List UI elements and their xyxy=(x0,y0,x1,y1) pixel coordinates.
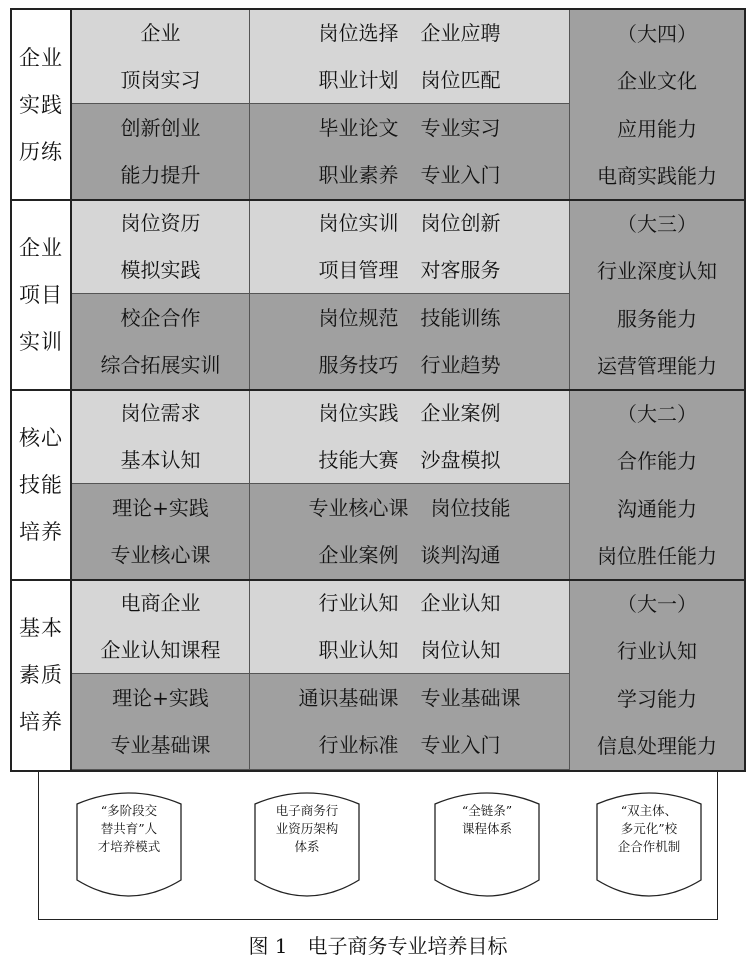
ability-line: 行业认知 xyxy=(617,639,697,664)
stage-label-line: 培养 xyxy=(19,519,63,544)
module-cell xyxy=(72,390,250,484)
stage-label-line: 实训 xyxy=(19,329,63,354)
band-divider xyxy=(12,579,744,581)
stage-band xyxy=(12,580,744,770)
cell-line: 企业 xyxy=(140,21,181,46)
cell-line: 理论+实践 xyxy=(112,685,209,710)
cell-item: 企业应聘 xyxy=(420,21,501,46)
cell-item: 岗位技能 xyxy=(430,495,511,520)
figure-caption: 图 1 电子商务专业培养目标 xyxy=(248,934,508,958)
module-cell xyxy=(72,484,250,580)
pillar-label xyxy=(603,802,695,856)
cell-item: 企业认知 xyxy=(420,591,501,616)
band-divider xyxy=(12,199,744,201)
cell-line: 顶岗实习 xyxy=(120,67,201,92)
cell-line: 岗位需求 xyxy=(120,401,201,426)
content-cell xyxy=(250,674,570,770)
cell-item: 职业认知 xyxy=(318,637,399,662)
pillar-shape xyxy=(433,782,541,904)
cell-item: 专业入门 xyxy=(420,733,501,758)
cell-line: 创新创业 xyxy=(120,115,201,140)
pillar-label xyxy=(83,802,175,856)
stage-label-line: 核心 xyxy=(19,425,63,450)
cell-line: 模拟实践 xyxy=(120,257,201,282)
stage-label xyxy=(12,200,72,390)
stage-label-line: 企业 xyxy=(19,235,63,260)
stage-band xyxy=(12,200,744,390)
pillar-label-line: 多元化”校 xyxy=(620,821,678,836)
cell-item: 服务技巧 xyxy=(318,353,399,378)
pillars-box xyxy=(38,772,718,920)
cell-item: 行业标准 xyxy=(318,733,399,758)
cell-line-pair xyxy=(319,58,501,102)
cell-line-pair xyxy=(309,486,511,530)
cell-line: 基本认知 xyxy=(120,447,201,472)
cell-line: 专业核心课 xyxy=(110,543,211,568)
cell-line-pair xyxy=(319,438,501,482)
cell-line-pair xyxy=(319,296,501,340)
content-cell xyxy=(250,10,570,104)
ability-line: （大二） xyxy=(617,401,697,426)
ability-line: 沟通能力 xyxy=(617,496,697,521)
module-cell xyxy=(72,580,250,674)
cell-item: 专业实习 xyxy=(420,115,501,140)
module-cell xyxy=(72,10,250,104)
cell-item: 企业案例 xyxy=(318,543,399,568)
cell-item: 项目管理 xyxy=(318,257,399,282)
cell-item: 岗位创新 xyxy=(420,211,501,236)
cell-item: 岗位规范 xyxy=(318,305,399,330)
stage-label-line: 基本 xyxy=(19,615,63,640)
pillar-label-line: 企合作机制 xyxy=(617,839,681,854)
stage-label xyxy=(12,390,72,580)
content-cell xyxy=(250,580,570,674)
cell-line: 能力提升 xyxy=(120,163,201,188)
stage-label-text xyxy=(19,415,63,556)
cell-line-pair xyxy=(319,343,501,387)
cell-item: 岗位实践 xyxy=(318,401,399,426)
pillar-label-line: “多阶段交 xyxy=(100,803,158,818)
content-cell xyxy=(250,484,570,580)
cell-line-pair xyxy=(319,11,501,55)
cell-line: 理论+实践 xyxy=(112,495,209,520)
content-cell xyxy=(250,294,570,390)
cell-line: 专业基础课 xyxy=(110,733,211,758)
pillar-label-line: 替共育”人 xyxy=(100,821,158,836)
module-cell xyxy=(72,294,250,390)
cell-item: 企业案例 xyxy=(420,401,501,426)
cell-item: 行业认知 xyxy=(318,591,399,616)
cell-line-pair xyxy=(319,533,501,577)
stage-label-line: 项目 xyxy=(19,282,63,307)
cell-item: 沙盘模拟 xyxy=(420,447,501,472)
content-cell xyxy=(250,200,570,294)
cell-item: 岗位选择 xyxy=(318,21,399,46)
ability-line: 岗位胜任能力 xyxy=(597,544,717,569)
cell-item: 行业趋势 xyxy=(420,353,501,378)
content-cell xyxy=(250,390,570,484)
pillar-label-line: “双主体、 xyxy=(620,803,678,818)
pillar-label-line: 业资历架构 xyxy=(275,821,339,836)
cell-item: 谈判沟通 xyxy=(420,543,501,568)
cell-item: 职业素养 xyxy=(318,163,399,188)
cell-line: 综合拓展实训 xyxy=(100,353,221,378)
pillar-label xyxy=(441,802,533,838)
ability-line: 学习能力 xyxy=(617,686,697,711)
cell-line-pair xyxy=(319,628,501,672)
module-cell xyxy=(72,200,250,294)
cell-line: 校企合作 xyxy=(120,305,201,330)
ability-line: 行业深度认知 xyxy=(597,259,717,284)
stage-label-line: 技能 xyxy=(19,472,63,497)
cell-line: 岗位资历 xyxy=(120,211,201,236)
cell-line: 电商企业 xyxy=(120,591,201,616)
stage-label-text xyxy=(19,225,63,366)
cell-item: 通识基础课 xyxy=(298,685,399,710)
cell-line-pair xyxy=(319,391,501,435)
ability-line: 电商实践能力 xyxy=(597,164,717,189)
ability-line: 运营管理能力 xyxy=(597,354,717,379)
module-cell xyxy=(72,104,250,200)
cell-item: 技能训练 xyxy=(420,305,501,330)
cell-item: 岗位认知 xyxy=(420,637,501,662)
cell-line-pair xyxy=(319,153,501,197)
ability-line: （大四） xyxy=(617,21,697,46)
ability-line: （大三） xyxy=(617,211,697,236)
ability-cell xyxy=(570,10,744,200)
pillar-label-line: 才培养模式 xyxy=(97,839,161,854)
stage-label-line: 素质 xyxy=(19,662,63,687)
cell-item: 毕业论文 xyxy=(318,115,399,140)
pillar-label xyxy=(261,802,353,856)
cell-line-pair xyxy=(319,581,501,625)
cell-line: 企业认知课程 xyxy=(100,637,221,662)
ability-line: 应用能力 xyxy=(617,116,697,141)
cell-item: 对客服务 xyxy=(420,257,501,282)
cell-item: 专业基础课 xyxy=(420,685,521,710)
cell-item: 专业入门 xyxy=(420,163,501,188)
cell-line-pair xyxy=(319,201,501,245)
cell-item: 岗位实训 xyxy=(318,211,399,236)
cell-line-pair xyxy=(319,248,501,292)
stage-band xyxy=(12,10,744,200)
pillar-label-line: 体系 xyxy=(294,839,320,854)
stage-label-line: 历练 xyxy=(19,139,63,164)
cell-item: 技能大赛 xyxy=(318,447,399,472)
ability-line: 信息处理能力 xyxy=(597,734,717,759)
ability-line: 服务能力 xyxy=(617,306,697,331)
pillar-label-line: 课程体系 xyxy=(461,821,512,836)
training-goal-table xyxy=(10,8,746,772)
pillar-label-line: 电子商务行 xyxy=(275,803,339,818)
ability-cell xyxy=(570,580,744,770)
cell-line-pair xyxy=(319,723,501,767)
ability-line: 合作能力 xyxy=(617,449,697,474)
pillar-label-line: “全链条” xyxy=(461,803,513,818)
band-divider xyxy=(12,389,744,391)
stage-label-text xyxy=(19,605,63,746)
stage-label-text xyxy=(19,35,63,176)
cell-line-pair xyxy=(319,106,501,150)
ability-line: （大一） xyxy=(617,591,697,616)
stage-label-line: 培养 xyxy=(19,709,63,734)
stage-label-line: 实践 xyxy=(19,92,63,117)
cell-item: 职业计划 xyxy=(318,67,399,92)
ability-cell xyxy=(570,200,744,390)
cell-line-pair xyxy=(299,676,521,720)
ability-line: 企业文化 xyxy=(617,69,697,94)
cell-item: 岗位匹配 xyxy=(420,67,501,92)
cell-item: 专业核心课 xyxy=(308,495,409,520)
module-cell xyxy=(72,674,250,770)
stage-label xyxy=(12,580,72,770)
stage-label xyxy=(12,10,72,200)
ability-cell xyxy=(570,390,744,580)
stage-band xyxy=(12,390,744,580)
stage-label-line: 企业 xyxy=(19,45,63,70)
content-cell xyxy=(250,104,570,200)
